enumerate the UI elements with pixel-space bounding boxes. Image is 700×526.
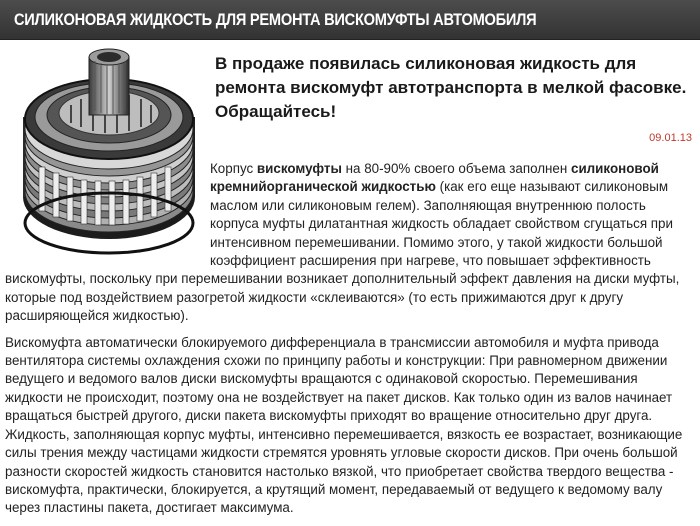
term-silicone-fluid: силиконовой кремнийорганической жидкостью <box>210 161 659 195</box>
term-viscous-coupling: вискомуфты <box>256 161 342 176</box>
lead-announcement: В продаже появилась силиконовая жидкость для ремонта вискомуфт автотранспорта в мелкой фасовке. Обращайтесь! <box>215 54 687 121</box>
page-header <box>0 0 700 40</box>
page-title: СИЛИКОНОВАЯ ЖИДКОСТЬ ДЛЯ РЕМОНТА ВИСКОМУФТЫ АВТОМОБИЛЯ <box>14 9 537 29</box>
image-float-spacer <box>5 160 210 262</box>
article-body <box>5 160 695 526</box>
article-paragraph-2: Вискомуфта автоматически блокируемого дифференциала в трансмиссии автомобиля и муфта привода вентилятора системы охлаждения схожи по принципу работы и конструкции: При равномерном движении ведущего и ведомого валов диски вискомуфты вращаются с одинаковой скоростью. Перемешивания жидкости не происходит, поэтому она не воздействует на пакет дисков. Как только один из валов начинает вращаться быстрей другого, диски пакета вискомуфты приходят во вращение относительно друг друга. Жидкость, заполняющая корпус муфты, интенсивно перемешивается, вязкость ее возрастает, возникающие силы трения между частицами жидкости стремятся уровнять угловые скорости дисков. При очень большой разности скоростей жидкость становится настолько вязкой, что приобретает свойства твердого вещества - вискомуфта, практически, блокируется, а крутящий момент, передаваемый от ведущего к ведомому валу через пластины пакета, достигает максимума. <box>5 334 683 516</box>
publish-date: 09.01.13 <box>649 132 692 144</box>
article-paragraph-1: Корпус вискомуфты на 80-90% своего объема заполнен силиконовой кремнийорганической жидкостью (как его еще называют силиконовым маслом или силиконовым гелем). Заполняющая внутреннюю полость корпуса муфты дилатантная жидкость обладает свойством сгущаться при интенсивном перемешивании. Помимо этого, у такой жидкости большой коэффициент расширения при нагреве, что повышает эффективность вискомуфты, поскольку при перемешивании возникает дополнительный эффект давления на диски муфты, которые под воздействием разогретой жидкости «склеиваются» (то есть прижимаются друг к другу расширяющейся жидкостью). <box>5 161 680 324</box>
